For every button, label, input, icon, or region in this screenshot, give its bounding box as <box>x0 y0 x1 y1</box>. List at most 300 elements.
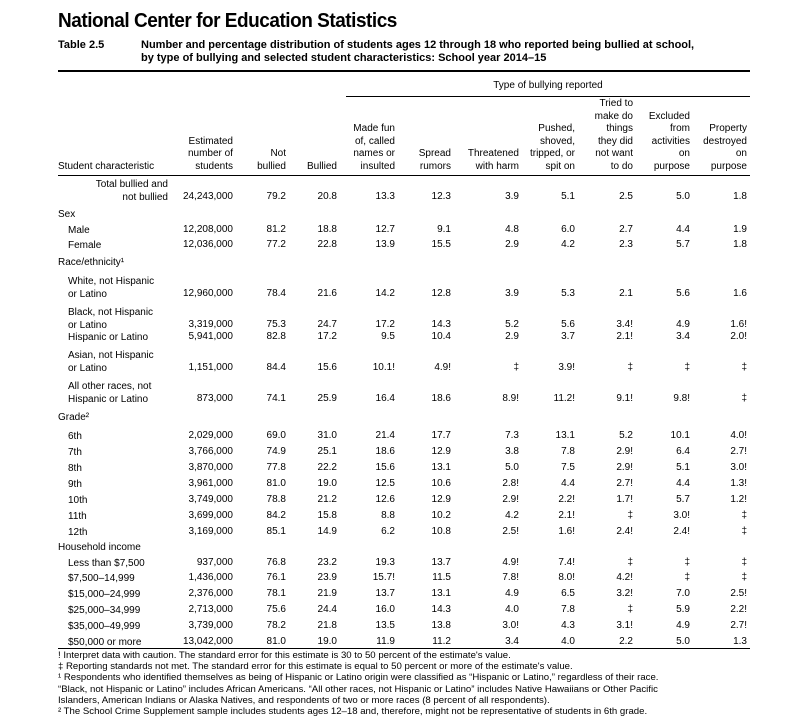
cell-excluded: ‡ <box>684 572 690 583</box>
cell-tried: 9.1! <box>616 393 633 404</box>
cell-property: 1.3! <box>730 478 747 489</box>
cell-excluded: 9.8! <box>673 393 690 404</box>
cell-estimated: 3,699,000 <box>188 510 233 521</box>
cell-estimated: 1,436,000 <box>188 572 233 583</box>
cell-pushed: 3.7 <box>561 331 575 342</box>
cell-threatened: 3.4 <box>505 636 519 647</box>
cell-estimated: 12,036,000 <box>182 239 233 250</box>
cell-property: 4.0! <box>730 430 747 441</box>
bullying-type-group-label: Type of bullying reported <box>493 80 603 91</box>
cell-spread: 12.3 <box>431 191 451 202</box>
cell-estimated: 3,739,000 <box>188 620 233 631</box>
row-label-line: Asian, not Hispanic <box>68 350 154 361</box>
cell-spread: 12.8 <box>431 288 451 299</box>
cell-spread: 9.1 <box>437 224 451 235</box>
cell-tried: 1.7! <box>616 494 633 505</box>
cell-tried: 3.4! <box>616 319 633 330</box>
cell-property: 3.0! <box>730 462 747 473</box>
row-label-line: Total bullied and <box>95 179 168 190</box>
column-header-line: they did <box>597 135 633 147</box>
cell-made-fun: 10.1! <box>372 362 395 373</box>
cell-threatened: 5.0 <box>505 462 519 473</box>
row-label-line: or Latino <box>68 363 107 374</box>
cell-pushed: 7.8 <box>561 604 575 615</box>
cell-tried: 2.9! <box>616 462 633 473</box>
cell-excluded: 2.4! <box>673 526 690 537</box>
cell-excluded: 5.0 <box>676 191 690 202</box>
cell-made-fun: 21.4 <box>375 430 395 441</box>
cell-threatened: 4.9 <box>505 588 519 599</box>
cell-property: 1.3 <box>733 636 747 647</box>
footnote-line: ¹ Respondents who identified themselves as being of Hispanic or Latino origin were classified as “Hispanic or Latino,” regardless of their race. <box>58 672 659 684</box>
cell-bullied: 31.0 <box>317 430 337 441</box>
cell-bullied: 14.9 <box>317 526 337 537</box>
cell-property: 2.5! <box>730 588 747 599</box>
footnote-line: Islanders, American Indians or Alaska Natives, and respondents of two or more races (8 percent of all respondents). <box>58 694 550 706</box>
cell-bullied: 20.8 <box>317 191 337 202</box>
cell-threatened: 2.9 <box>505 239 519 250</box>
row-label <box>68 526 87 539</box>
cell-bullied: 22.8 <box>317 239 337 250</box>
cell-bullied: 21.6 <box>317 288 337 299</box>
cell-estimated: 12,960,000 <box>182 288 233 299</box>
cell-excluded: 5.6 <box>676 288 690 299</box>
row-label-line: or Latino <box>68 320 107 331</box>
row-label <box>68 224 90 237</box>
column-header-line: things <box>606 123 633 134</box>
cell-property: 1.9 <box>733 224 747 235</box>
column-header-line: activities <box>651 135 690 147</box>
cell-property: 1.8 <box>733 191 747 202</box>
cell-pushed: 2.2! <box>558 494 575 505</box>
cell-bullied: 18.8 <box>317 224 337 235</box>
cell-estimated: 24,243,000 <box>182 191 233 202</box>
row-label-line: $35,000–49,999 <box>68 621 141 632</box>
row-label-line: 8th <box>68 463 82 474</box>
cell-excluded: 7.0 <box>676 588 690 599</box>
cell-made-fun: 18.6 <box>375 446 395 457</box>
footnote-line: ‡ Reporting standards not met. The standard error for this estimate is equal to 50 percent or more of the estimate's value. <box>58 661 573 673</box>
cell-pushed: 4.0 <box>561 636 575 647</box>
cell-bullied: 24.4 <box>317 604 337 615</box>
cell-spread: 11.2 <box>432 636 451 647</box>
cell-estimated: 2,376,000 <box>188 588 233 599</box>
row-label-line: Hispanic or Latino <box>68 332 149 343</box>
row-label-line: $15,000–24,999 <box>68 589 141 600</box>
cell-spread: 14.3 <box>431 319 451 330</box>
row-label <box>68 239 101 252</box>
cell-made-fun: 13.9 <box>375 239 395 250</box>
row-label <box>68 620 140 633</box>
header-rule <box>58 175 750 176</box>
row-label <box>68 380 151 406</box>
cell-excluded: 4.4 <box>676 224 690 235</box>
cell-estimated: 12,208,000 <box>182 224 233 235</box>
cell-not-bullied: 84.4 <box>266 362 286 373</box>
cell-threatened: 3.9 <box>505 288 519 299</box>
cell-pushed: 11.2! <box>553 393 575 404</box>
cell-bullied: 21.9 <box>317 588 337 599</box>
column-header-line: insulted <box>360 160 395 172</box>
cell-threatened: 7.8! <box>502 572 519 583</box>
cell-tried: 2.4! <box>616 526 633 537</box>
cell-threatened: 2.9 <box>505 331 519 342</box>
cell-made-fun: 14.2 <box>375 288 395 299</box>
cell-bullied: 24.7 <box>317 319 337 330</box>
cell-spread: 13.1 <box>431 462 451 473</box>
cell-made-fun: 16.0 <box>375 604 395 615</box>
row-label-line: not bullied <box>122 192 168 203</box>
cell-excluded: 4.9 <box>676 620 690 631</box>
cell-property: 1.6! <box>730 319 747 330</box>
row-label <box>68 462 82 475</box>
row-label <box>58 178 168 204</box>
row-label-line: Black, not Hispanic <box>68 307 154 318</box>
row-label-line: All other races, not <box>68 381 152 392</box>
cell-bullied: 22.2 <box>317 462 337 473</box>
cell-made-fun: 6.2 <box>381 526 395 537</box>
cell-spread: 12.9 <box>431 446 451 457</box>
column-header-line: Spread <box>418 148 451 159</box>
column-header-line: shoved, <box>539 135 575 147</box>
cell-property: ‡ <box>741 510 747 521</box>
cell-bullied: 21.2 <box>317 494 337 505</box>
row-label <box>68 349 154 375</box>
row-label-line: 6th <box>68 431 82 442</box>
cell-spread: 10.6 <box>431 478 451 489</box>
cell-bullied: 15.8 <box>317 510 337 521</box>
cell-property: 2.7! <box>730 446 747 457</box>
cell-estimated: 3,766,000 <box>188 446 233 457</box>
column-header-line: Tried to <box>599 98 633 109</box>
cell-tried: 2.9! <box>616 446 633 457</box>
cell-excluded: 3.0! <box>673 510 690 521</box>
row-label <box>68 588 140 601</box>
cell-bullied: 21.8 <box>317 620 337 631</box>
cell-not-bullied: 84.2 <box>266 510 286 521</box>
cell-not-bullied: 69.0 <box>266 430 286 441</box>
cell-tried: 2.5 <box>619 191 633 202</box>
cell-bullied: 19.0 <box>317 636 337 647</box>
row-label <box>68 446 82 459</box>
cell-property: ‡ <box>741 557 747 568</box>
row-label <box>68 331 148 344</box>
row-label <box>68 604 140 617</box>
cell-pushed: 7.4! <box>558 557 575 568</box>
cell-pushed: 2.1! <box>558 510 575 521</box>
cell-threatened: 4.9! <box>502 557 519 568</box>
cell-property: ‡ <box>741 526 747 537</box>
agency-title: National Center for Education Statistics <box>58 10 397 32</box>
cell-estimated: 3,319,000 <box>188 319 233 330</box>
row-label <box>68 430 82 443</box>
cell-pushed: 5.3 <box>561 288 575 299</box>
cell-not-bullied: 74.1 <box>266 393 286 404</box>
column-header-line: Pushed, <box>538 123 575 134</box>
column-header-line: Estimated <box>188 135 233 147</box>
cell-threatened: 4.8 <box>505 224 519 235</box>
cell-not-bullied: 81.2 <box>266 224 286 235</box>
cell-made-fun: 12.6 <box>375 494 395 505</box>
cell-made-fun: 13.7 <box>375 588 395 599</box>
cell-pushed: 7.8 <box>561 446 575 457</box>
cell-not-bullied: 79.2 <box>266 191 286 202</box>
top-rule <box>58 70 750 72</box>
bottom-rule <box>58 648 750 649</box>
column-header-line: bullied <box>257 160 286 172</box>
cell-tried: 2.1! <box>616 331 633 342</box>
cell-spread: 14.3 <box>431 604 451 615</box>
cell-tried: ‡ <box>627 510 633 521</box>
cell-pushed: 4.4 <box>561 478 575 489</box>
cell-excluded: 10.1 <box>670 430 690 441</box>
cell-pushed: 7.5 <box>561 462 575 473</box>
cell-threatened: 8.9! <box>502 393 519 404</box>
cell-excluded: 5.0 <box>676 636 690 647</box>
row-label-line: 10th <box>68 495 88 506</box>
cell-bullied: 25.1 <box>317 446 337 457</box>
cell-threatened: 7.3 <box>505 430 519 441</box>
cell-made-fun: 16.4 <box>375 393 395 404</box>
column-header-line: tripped, or <box>529 148 575 159</box>
row-label <box>68 510 87 523</box>
column-header-line: purpose <box>710 160 747 172</box>
row-label <box>68 306 153 332</box>
cell-estimated: 5,941,000 <box>188 331 233 342</box>
column-header-line: students <box>195 160 233 172</box>
row-label-line: Sex <box>58 209 76 220</box>
row-label-line: $7,500–14,999 <box>68 573 135 584</box>
cell-made-fun: 11.9 <box>376 636 395 647</box>
cell-estimated: 937,000 <box>196 557 233 568</box>
cell-spread: 13.1 <box>431 588 451 599</box>
column-header-line: Property <box>709 123 747 134</box>
cell-property: 2.7! <box>730 620 747 631</box>
row-label-line: $25,000–34,999 <box>68 605 141 616</box>
table-number: Table 2.5 <box>58 39 105 51</box>
row-label-line: Female <box>68 240 102 251</box>
cell-tried: 2.1 <box>619 288 633 299</box>
cell-made-fun: 9.5 <box>381 331 395 342</box>
column-header-line: not want <box>595 148 633 159</box>
cell-bullied: 15.6 <box>317 362 337 373</box>
row-label-line: $50,000 or more <box>68 637 142 648</box>
cell-excluded: 5.7 <box>676 494 690 505</box>
cell-estimated: 3,870,000 <box>188 462 233 473</box>
row-label <box>58 411 89 424</box>
column-header-line: make do <box>594 110 633 122</box>
cell-spread: 13.8 <box>431 620 451 631</box>
cell-spread: 4.9! <box>434 362 451 373</box>
column-header-line: names or <box>353 148 395 159</box>
cell-tried: 2.2 <box>619 636 633 647</box>
row-label-line: 9th <box>68 479 82 490</box>
cell-property: ‡ <box>741 572 747 583</box>
group-rule <box>346 96 750 97</box>
cell-tried: 2.7! <box>616 478 633 489</box>
cell-made-fun: 17.2 <box>375 319 395 330</box>
cell-made-fun: 12.7 <box>375 224 395 235</box>
cell-not-bullied: 85.1 <box>266 526 286 537</box>
cell-threatened: 4.0 <box>505 604 519 615</box>
column-header-line: with harm <box>475 160 519 172</box>
footnote-line: ! Interpret data with caution. The standard error for this estimate is 30 to 50 percent of the estimate's value. <box>58 650 511 661</box>
cell-tried: 2.3 <box>619 239 633 250</box>
row-label <box>68 478 82 491</box>
cell-spread: 12.9 <box>431 494 451 505</box>
cell-not-bullied: 75.6 <box>266 604 286 615</box>
row-label <box>68 275 154 301</box>
cell-threatened: 3.8 <box>505 446 519 457</box>
cell-pushed: 4.3 <box>561 620 575 631</box>
cell-pushed: 8.0! <box>558 572 575 583</box>
row-label-line: Hispanic or Latino <box>68 394 149 405</box>
cell-not-bullied: 76.1 <box>266 572 286 583</box>
cell-spread: 13.7 <box>431 557 451 568</box>
cell-estimated: 2,713,000 <box>188 604 233 615</box>
column-header-line: to do <box>610 160 633 172</box>
row-label-line: 12th <box>68 527 88 538</box>
cell-spread: 15.5 <box>431 239 451 250</box>
row-label-line: or Latino <box>68 289 107 300</box>
cell-spread: 11.5 <box>432 572 451 583</box>
cell-made-fun: 12.5 <box>375 478 395 489</box>
cell-threatened: 2.5! <box>502 526 519 537</box>
cell-not-bullied: 76.8 <box>266 557 286 568</box>
cell-spread: 10.4 <box>431 331 451 342</box>
cell-excluded: 5.7 <box>676 239 690 250</box>
cell-tried: ‡ <box>627 557 633 568</box>
row-label <box>58 256 124 269</box>
cell-tried: 3.2! <box>616 588 633 599</box>
column-header-characteristic: Student characteristic <box>58 160 155 172</box>
column-header-line: Excluded <box>648 110 690 122</box>
table-title: Number and percentage distribution of students ages 12 through 18 who reported being bullied at school, by type of bullying and selected student characteristics: School year 2014–15 <box>141 39 695 64</box>
cell-bullied: 25.9 <box>317 393 337 404</box>
footnotes <box>58 650 758 717</box>
cell-excluded: 4.9 <box>676 319 690 330</box>
row-label-line: 11th <box>68 511 87 522</box>
cell-spread: 10.8 <box>431 526 451 537</box>
cell-threatened: 3.0! <box>502 620 519 631</box>
cell-threatened: ‡ <box>513 362 519 373</box>
cell-excluded: ‡ <box>684 557 690 568</box>
cell-not-bullied: 77.8 <box>266 462 286 473</box>
cell-property: ‡ <box>741 393 747 404</box>
cell-not-bullied: 78.8 <box>266 494 286 505</box>
column-header-line: Made fun <box>353 123 395 134</box>
column-header-line: Threatened <box>467 148 519 159</box>
cell-tried: 2.7 <box>619 224 633 235</box>
footnote-line: “Black, not Hispanic or Latino” includes African Americans. “All other races, not Hispanic or Latino” includes Native Hawaiians or Other Pacific <box>58 683 658 695</box>
row-label <box>68 557 145 570</box>
cell-not-bullied: 81.0 <box>266 636 286 647</box>
row-label <box>58 208 75 221</box>
cell-bullied: 19.0 <box>317 478 337 489</box>
cell-property: ‡ <box>741 362 747 373</box>
cell-excluded: 5.1 <box>676 462 690 473</box>
cell-threatened: 4.2 <box>505 510 519 521</box>
row-label-line: Household income <box>58 542 141 553</box>
cell-threatened: 3.9 <box>505 191 519 202</box>
row-label <box>58 541 141 554</box>
cell-made-fun: 13.5 <box>375 620 395 631</box>
cell-threatened: 2.9! <box>502 494 519 505</box>
row-label-line: Race/ethnicity¹ <box>58 257 125 268</box>
row-label <box>68 572 135 585</box>
column-header-line: of, called <box>354 135 395 147</box>
footnote-line: ² The School Crime Supplement sample includes students ages 12–18 and, therefore, might not be representative of students in 6th grade. <box>58 706 648 718</box>
cell-spread: 10.2 <box>431 510 451 521</box>
cell-not-bullied: 81.0 <box>266 478 286 489</box>
cell-property: 2.0! <box>730 331 747 342</box>
cell-property: 1.2! <box>730 494 747 505</box>
cell-pushed: 6.5 <box>561 588 575 599</box>
cell-property: 2.2! <box>730 604 747 615</box>
column-header-line: Bullied <box>306 160 337 172</box>
cell-estimated: 13,042,000 <box>182 636 233 647</box>
row-label-line: Male <box>68 225 90 236</box>
column-header-line: purpose <box>653 160 690 172</box>
cell-property: 1.6 <box>733 288 747 299</box>
cell-estimated: 3,961,000 <box>188 478 233 489</box>
cell-not-bullied: 74.9 <box>266 446 286 457</box>
cell-excluded: 4.4 <box>676 478 690 489</box>
cell-excluded: 6.4 <box>676 446 690 457</box>
cell-tried: ‡ <box>627 362 633 373</box>
cell-spread: 18.6 <box>431 393 451 404</box>
column-header-line: from <box>670 123 690 134</box>
row-label-line: Less than $7,500 <box>68 558 145 569</box>
cell-estimated: 3,169,000 <box>188 526 233 537</box>
cell-tried: 5.2 <box>619 430 633 441</box>
cell-not-bullied: 75.3 <box>266 319 286 330</box>
cell-not-bullied: 78.1 <box>266 588 286 599</box>
cell-tried: 3.1! <box>616 620 633 631</box>
cell-not-bullied: 77.2 <box>266 239 286 250</box>
cell-threatened: 5.2 <box>505 319 519 330</box>
cell-made-fun: 13.3 <box>375 191 395 202</box>
column-header-property <box>657 123 747 173</box>
cell-pushed: 5.1 <box>561 191 575 202</box>
cell-tried: ‡ <box>627 604 633 615</box>
cell-not-bullied: 82.8 <box>266 331 286 342</box>
row-label <box>68 494 87 507</box>
cell-pushed: 4.2 <box>561 239 575 250</box>
cell-estimated: 1,151,000 <box>188 362 233 373</box>
cell-bullied: 23.2 <box>317 557 337 568</box>
cell-not-bullied: 78.2 <box>266 620 286 631</box>
column-header-line: Not <box>270 148 286 159</box>
cell-pushed: 6.0 <box>561 224 575 235</box>
cell-bullied: 23.9 <box>317 572 337 583</box>
column-header-line: number of <box>187 148 233 159</box>
cell-pushed: 3.9! <box>558 362 575 373</box>
column-header-line: rumors <box>419 160 451 172</box>
column-header-line: spit on <box>545 160 575 172</box>
cell-pushed: 13.1 <box>555 430 575 441</box>
cell-pushed: 5.6 <box>561 319 575 330</box>
cell-made-fun: 15.7! <box>372 572 395 583</box>
row-label-line: White, not Hispanic <box>68 276 155 287</box>
cell-estimated: 2,029,000 <box>188 430 233 441</box>
cell-bullied: 17.2 <box>317 331 337 342</box>
cell-made-fun: 15.6 <box>375 462 395 473</box>
row-label-line: Grade² <box>58 412 90 423</box>
cell-property: 1.8 <box>733 239 747 250</box>
cell-threatened: 2.8! <box>502 478 519 489</box>
cell-made-fun: 19.3 <box>375 557 395 568</box>
